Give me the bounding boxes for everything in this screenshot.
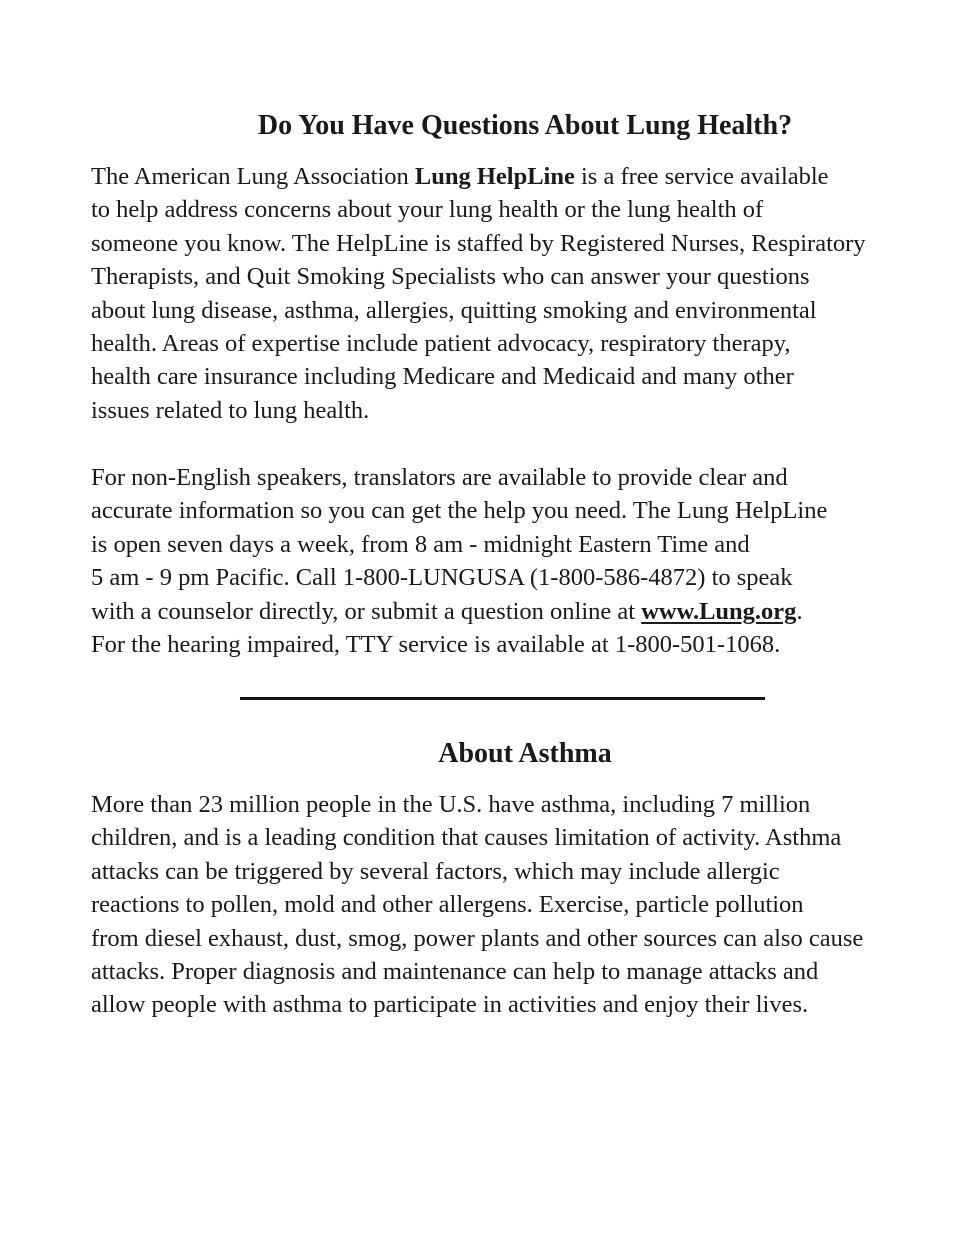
section-divider <box>240 697 765 700</box>
text-line <box>91 160 961 193</box>
lung-helpline-emphasis: Lung HelpLine <box>414 163 575 190</box>
text-line: about lung disease, asthma, allergies, quitting smoking and environmental <box>91 296 817 324</box>
helpline-contact-paragraph <box>91 461 961 661</box>
text-line: For non-English speakers, translators are available to provide clear and <box>91 464 788 491</box>
text-line <box>91 595 961 628</box>
text-line: issues related to lung health. <box>91 396 370 424</box>
text-line: is open seven days a week, from 8 am - midnight Eastern Time and <box>91 530 750 558</box>
text-run: The American Lung Association <box>91 163 415 190</box>
text-line: from diesel exhaust, dust, smog, power plants and other sources can also cause <box>91 924 864 952</box>
text-line: Therapists, and Quit Smoking Specialists who can answer your questions <box>91 263 810 291</box>
text-line: For the hearing impaired, TTY service is available at 1-800-501-1068. <box>91 631 781 659</box>
helpline-heading: Do You Have Questions About Lung Health? <box>257 110 793 141</box>
text-line: attacks can be triggered by several factors, which may include allergic <box>91 857 780 885</box>
lung-org-link[interactable]: www.Lung.org <box>641 597 797 625</box>
text-line: 5 am - 9 pm Pacific. Call 1-800-LUNGUSA (1-800-586-4872) to speak <box>91 564 793 592</box>
text-line: someone you know. The HelpLine is staffed by Registered Nurses, Respiratory <box>91 229 866 257</box>
text-run: is a free service available <box>574 163 829 190</box>
text-line: More than 23 million people in the U.S. have asthma, including 7 million <box>91 791 811 818</box>
text-line: allow people with asthma to participate in activities and enjoy their lives. <box>91 991 809 1019</box>
text-line: health. Areas of expertise include patient advocacy, respiratory therapy, <box>91 330 791 358</box>
text-line: reactions to pollen, mold and other allergens. Exercise, particle pollution <box>91 891 804 919</box>
text-line: health care insurance including Medicare and Medicaid and many other <box>91 363 794 391</box>
helpline-intro-paragraph <box>91 160 961 427</box>
text-line: to help address concerns about your lung health or the lung health of <box>91 196 764 224</box>
text-line: accurate information so you can get the help you need. The Lung HelpLine <box>91 497 828 525</box>
asthma-heading: About Asthma <box>438 738 612 769</box>
text-line: attacks. Proper diagnosis and maintenance can help to manage attacks and <box>91 958 819 986</box>
text-line: children, and is a leading condition that causes limitation of activity. Asthma <box>91 824 842 852</box>
asthma-paragraph <box>91 788 961 1022</box>
text-run: with a counselor directly, or submit a question online at <box>91 597 642 625</box>
text-run: . <box>796 597 803 625</box>
